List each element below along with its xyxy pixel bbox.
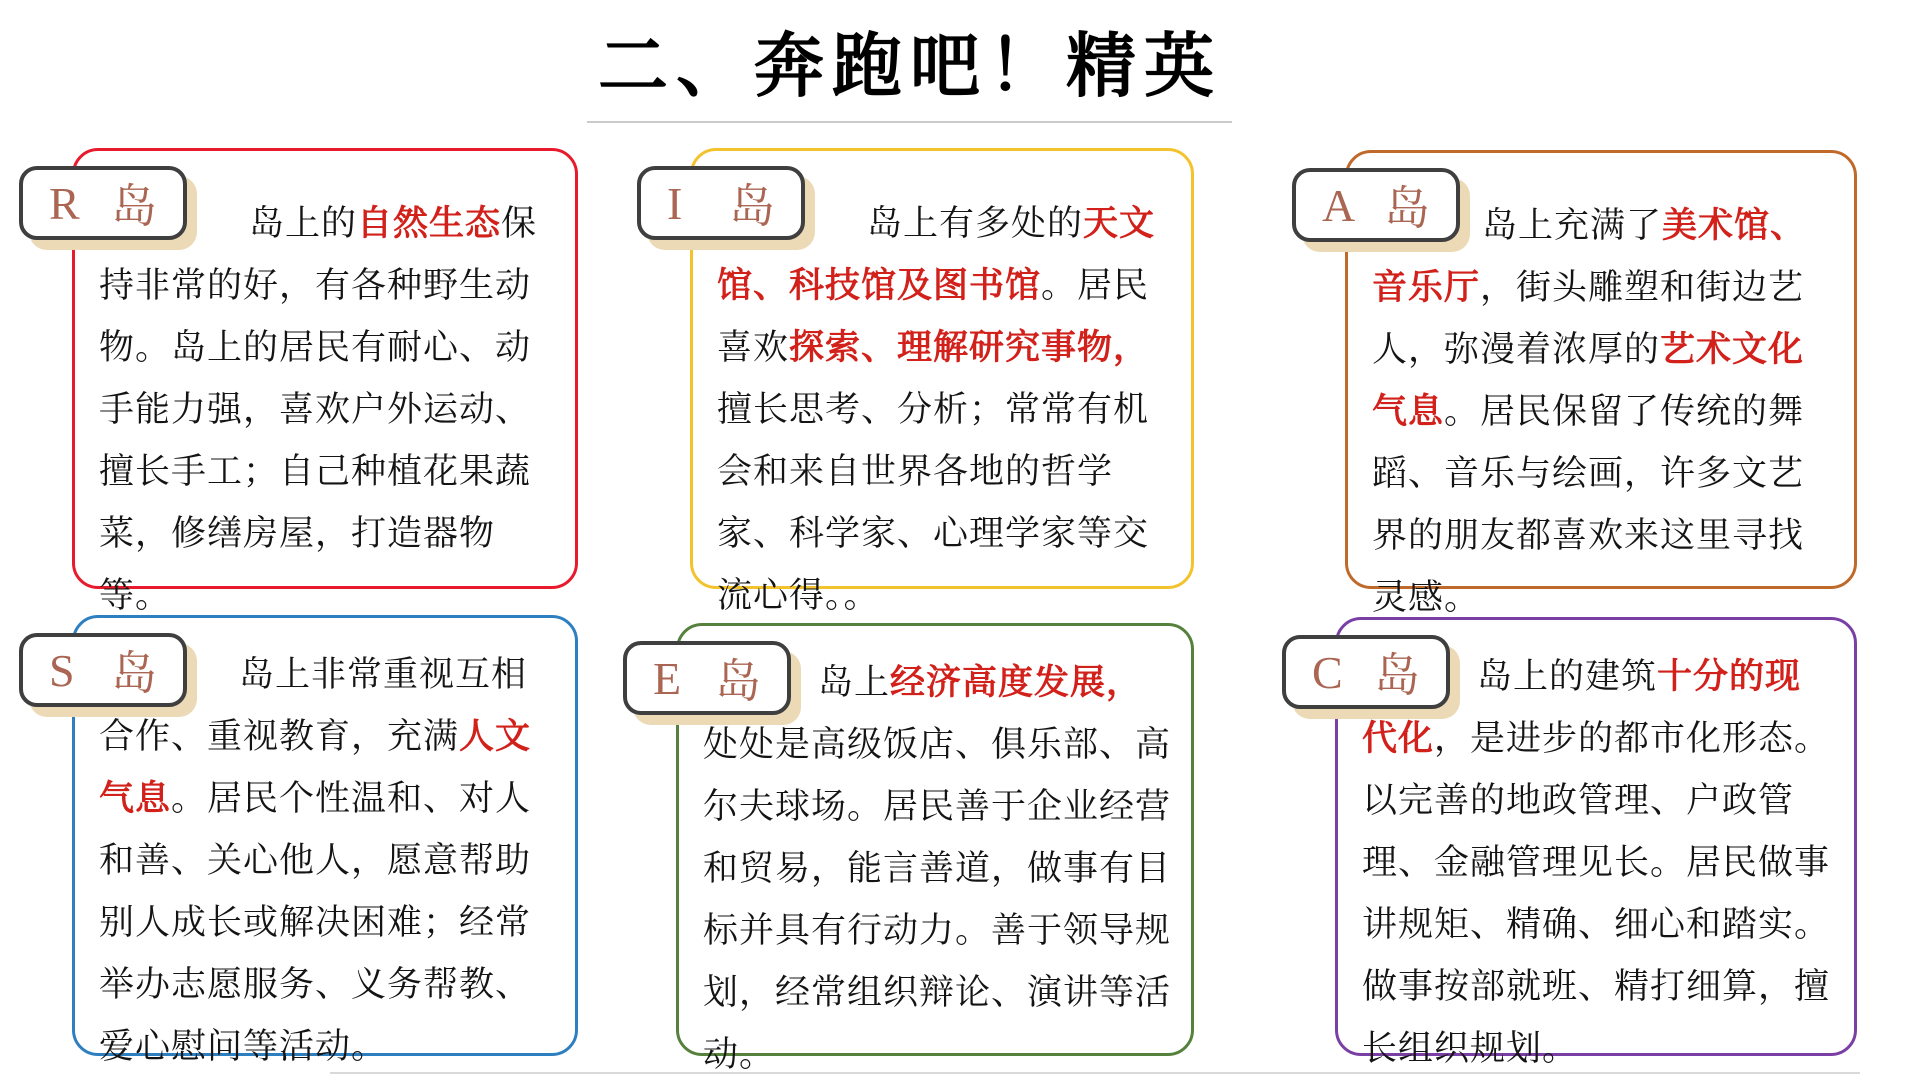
- highlighted-text: 十分的现代化: [1362, 657, 1802, 758]
- island-card-R: [49, 148, 578, 615]
- highlighted-text: 探索、理解研究事物，: [789, 328, 1150, 367]
- highlighted-text: 自然生态: [357, 204, 502, 243]
- island-card-S: [49, 615, 578, 1066]
- plain-text: 岛上充满了: [1482, 206, 1663, 245]
- island-letter: I: [667, 177, 683, 229]
- island-card-I: [667, 148, 1194, 615]
- island-badge: [19, 633, 187, 707]
- island-badge: [19, 166, 187, 240]
- title-divider: [587, 121, 1232, 123]
- island-badge: [623, 641, 791, 715]
- highlighted-text: 艺术文化气息: [1372, 330, 1805, 431]
- island-card-E: [653, 623, 1194, 1074]
- highlighted-text: 美术馆、音乐厅: [1372, 206, 1807, 307]
- island-word: 岛: [111, 181, 157, 232]
- plain-text: 。居民喜欢: [717, 266, 1150, 367]
- plain-text: 岛上的建筑: [1477, 657, 1658, 696]
- island-word: 岛: [1384, 183, 1430, 234]
- island-card-C: [1312, 617, 1857, 1068]
- plain-text: ，街头雕塑和街边艺人，弥漫着浓厚的: [1372, 268, 1805, 369]
- plain-text: 。居民保留了传统的舞蹈、音乐与绘画，许多文艺界的朋友都喜欢来这里寻找灵感。: [1372, 392, 1805, 617]
- plain-text: 岛上非常重视互相合作、重视教育，充满: [99, 655, 528, 756]
- highlighted-text: 人文气息: [99, 717, 532, 818]
- island-badge: [1282, 635, 1450, 709]
- plain-text: 岛上有多处的: [867, 204, 1084, 243]
- island-letter: C: [1312, 646, 1343, 698]
- island-word: 岛: [715, 656, 761, 707]
- island-letter: E: [653, 652, 682, 704]
- highlighted-text: 经济高度发展，: [890, 663, 1143, 702]
- island-card-A: [1322, 150, 1857, 617]
- island-letter: S: [49, 644, 75, 696]
- plain-text: 处处是高级饭店、俱乐部、高尔夫球场。居民善于企业经营和贸易，能言善道，做事有目标并具有行动力。善于领导规划，经常组织辩论、演讲等活动。: [703, 725, 1172, 1074]
- plain-text: 岛上的: [249, 204, 358, 243]
- plain-text: 岛上: [818, 663, 891, 702]
- plain-text: 保持非常的好，有各种野生动物。岛上的居民有耐心、动手能力强，喜欢户外运动、擅长手工；自己种植花果蔬菜，修缮房屋，打造器物等。: [99, 204, 538, 615]
- plain-text: 擅长思考、分析；常常有机会和来自世界各地的哲学家、科学家、心理学家等交流心得。。: [717, 390, 1150, 615]
- island-letter: R: [49, 177, 80, 229]
- island-badge: [1292, 168, 1460, 242]
- island-word: 岛: [729, 181, 775, 232]
- island-word: 岛: [111, 648, 157, 699]
- island-badge: [637, 166, 805, 240]
- page-title: 二、奔跑吧！精英: [598, 29, 1222, 106]
- highlighted-text: 天文馆、科技馆及图书馆: [717, 204, 1156, 305]
- island-word: 岛: [1374, 650, 1420, 701]
- island-letter: A: [1322, 179, 1356, 231]
- plain-text: 。居民个性温和、对人和善、关心他人，愿意帮助别人成长或解决困难；经常举办志愿服务、义务帮教、爱心慰问等活动。: [99, 779, 532, 1066]
- plain-text: ，是进步的都市化形态。以完善的地政管理、户政管理、金融管理见长。居民做事讲规矩、精确、细心和踏实。做事按部就班、精打细算，擅长组织规划。: [1362, 719, 1831, 1068]
